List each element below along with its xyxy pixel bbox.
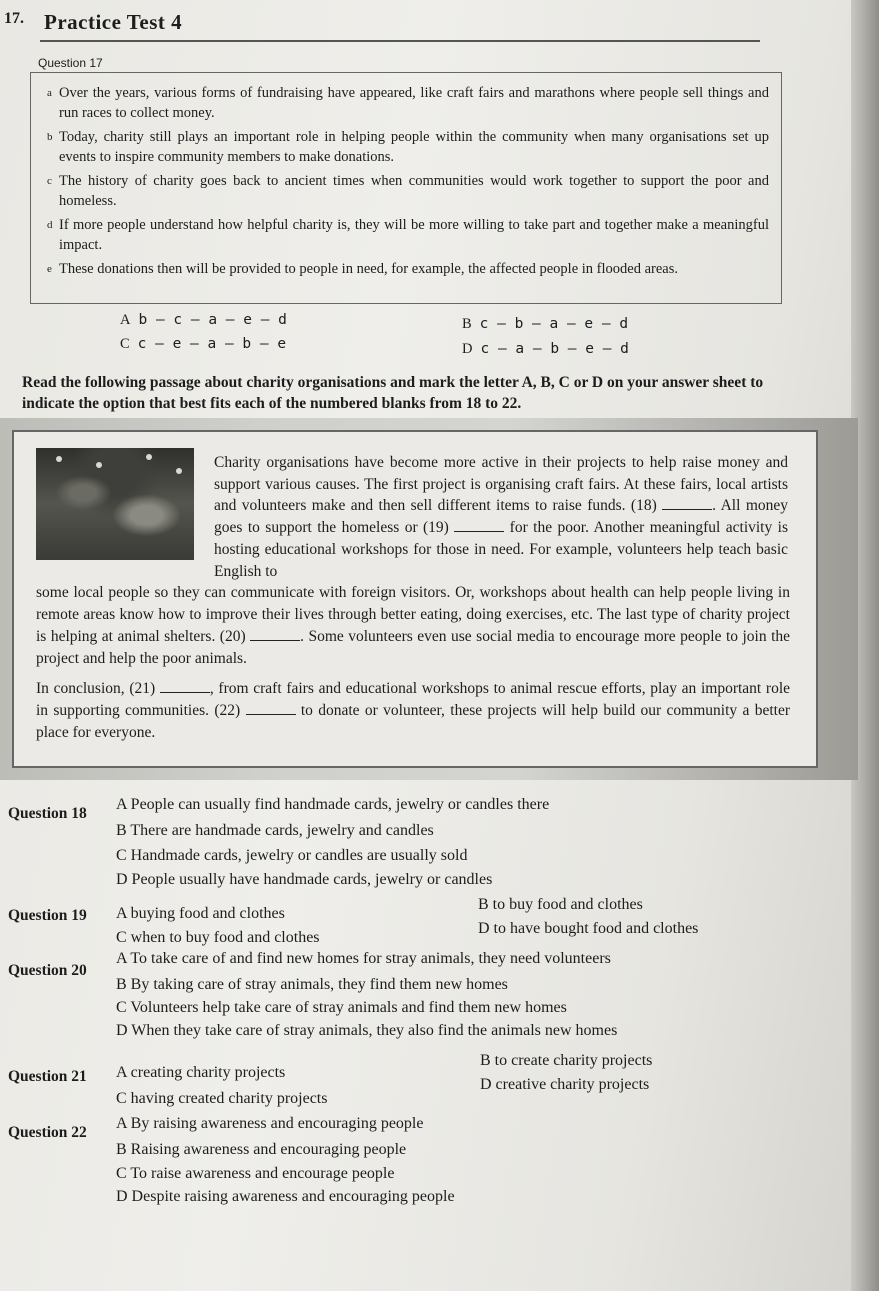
- passage-text: , from craft fairs and educational workshops to animal rescue efforts, play an important role in supporting communities. (22): [36, 680, 791, 719]
- q22-option-a[interactable]: A By raising awareness and encouraging people: [116, 1115, 424, 1132]
- q18-option-c[interactable]: C Handmade cards, jewelry or candles are usually sold: [116, 847, 468, 864]
- passage-paragraph-1-cont: [36, 582, 790, 670]
- item-text: The history of charity goes back to ancient times when communities would work together to support the poor and homeless.: [59, 173, 769, 209]
- option-text: c – e – a – b – e: [137, 336, 287, 352]
- option-letter: B: [462, 316, 472, 332]
- passage-box: [12, 430, 818, 768]
- item-letter: e: [47, 263, 52, 275]
- photo-light: [146, 454, 152, 460]
- q17-item-e: [47, 259, 769, 279]
- item-text: Today, charity still plays an important role in helping people within the community when many organisations set up events to inspire community members to make donations.: [59, 129, 769, 165]
- item-text: If more people understand how helpful charity is, they will be more willing to take part and together make a meaningful impact.: [59, 217, 769, 253]
- item-letter: a: [47, 87, 52, 99]
- q21-option-c[interactable]: C having created charity projects: [116, 1090, 328, 1107]
- option-letter: D: [462, 341, 473, 357]
- q19-option-b[interactable]: B to buy food and clothes: [478, 896, 643, 913]
- q22-option-c[interactable]: C To raise awareness and encourage people: [116, 1165, 395, 1182]
- question-17-label: Question 17: [38, 56, 103, 70]
- q17-item-b: [47, 127, 769, 167]
- q17-option-d[interactable]: [462, 341, 629, 358]
- item-letter: c: [47, 175, 52, 187]
- blank-21: [160, 680, 210, 693]
- option-text: b – c – a – e – d: [138, 312, 287, 328]
- q19-option-a[interactable]: A buying food and clothes: [116, 905, 285, 922]
- q22-option-d[interactable]: D Despite raising awareness and encouraging people: [116, 1188, 455, 1205]
- q20-option-c[interactable]: C Volunteers help take care of stray animals and find them new homes: [116, 999, 567, 1016]
- option-text: c – a – b – e – d: [480, 341, 629, 357]
- q20-option-b[interactable]: B By taking care of stray animals, they find them new homes: [116, 976, 508, 993]
- test-title: Practice Test 4: [44, 10, 183, 34]
- q18-option-b[interactable]: B There are handmade cards, jewelry and candles: [116, 822, 434, 839]
- q17-option-a[interactable]: [120, 312, 287, 329]
- option-letter: A: [120, 312, 131, 328]
- q18-option-d[interactable]: D People usually have handmade cards, jewelry or candles: [116, 871, 493, 888]
- q22-option-b[interactable]: B Raising awareness and encouraging people: [116, 1141, 407, 1158]
- photo-light: [56, 456, 62, 462]
- q17-option-b[interactable]: [462, 316, 628, 333]
- q20-option-a[interactable]: A To take care of and find new homes for stray animals, they need volunteers: [116, 950, 611, 967]
- reading-instruction: Read the following passage about charity organisations and mark the letter A, B, C or D on your answer sheet to indicate the option that best fits each of the numbered blanks from 18 to 22.: [22, 374, 764, 412]
- q20-option-d[interactable]: D When they take care of stray animals, they also find the animals new homes: [116, 1022, 618, 1039]
- question-20-label: Question 20: [8, 962, 87, 979]
- passage-text: for the poor. Another meaningful activity is hosting educational workshops for those in need. For example, volunteers help teach basic English to: [214, 519, 788, 580]
- blank-22: [246, 702, 296, 715]
- q21-option-d[interactable]: D creative charity projects: [480, 1076, 650, 1093]
- passage-text: some local people so they can communicate with foreign visitors. Or, workshops about health can help people living in remote areas know how to improve their lives through better eating, doing exercises, etc. The last type of charity project is helping at animal shelters. (20): [36, 584, 790, 645]
- passage-text: . All money goes to support the homeless or (19): [214, 497, 789, 537]
- passage-text: In conclusion, (21): [36, 680, 156, 697]
- question-18-label: Question 18: [8, 805, 87, 822]
- page-number: 17.: [4, 10, 24, 27]
- q17-option-c[interactable]: [120, 336, 286, 353]
- craft-fair-photo: [36, 448, 194, 560]
- blank-20: [250, 628, 300, 641]
- blank-18: [662, 497, 712, 510]
- q21-option-b[interactable]: B to create charity projects: [480, 1052, 653, 1069]
- passage-text: . Some volunteers even use social media to encourage more people to join the project and help the poor animals.: [36, 628, 790, 667]
- item-letter: b: [47, 131, 53, 143]
- question-17-box: [30, 72, 782, 304]
- photo-light: [176, 468, 182, 474]
- q21-option-a[interactable]: A creating charity projects: [116, 1064, 286, 1081]
- option-text: c – b – a – e – d: [479, 316, 629, 332]
- q17-item-c: [47, 171, 769, 211]
- passage-paragraph-2: [36, 678, 790, 744]
- question-19-label: Question 19: [8, 907, 87, 924]
- q18-option-a[interactable]: A People can usually find handmade cards, jewelry or candles there: [116, 796, 550, 813]
- passage-text: to donate or volunteer, these projects will help build our community a better place for everyone.: [36, 702, 790, 741]
- photo-light: [96, 462, 102, 468]
- title-divider: [40, 40, 760, 42]
- question-21-label: Question 21: [8, 1068, 87, 1085]
- item-text: Over the years, various forms of fundraising have appeared, like craft fairs and marathons where people sell things and run races to collect money.: [59, 85, 769, 121]
- passage-text: Charity organisations have become more active in their projects to help raise money and support various causes. The first project is organising craft fairs. At these fairs, local artists and volunteers make and then sell different items to raise funds. (18): [214, 454, 788, 515]
- blank-19: [454, 519, 504, 532]
- item-text: These donations then will be provided to people in need, for example, the affected people in flooded areas.: [59, 261, 678, 277]
- option-letter: C: [120, 336, 130, 352]
- q17-item-a: [47, 83, 769, 123]
- q19-option-c[interactable]: C when to buy food and clothes: [116, 929, 320, 946]
- item-letter: d: [47, 219, 53, 231]
- question-22-label: Question 22: [8, 1124, 87, 1141]
- q17-item-d: [47, 215, 769, 255]
- q19-option-d[interactable]: D to have bought food and clothes: [478, 920, 699, 937]
- passage-paragraph-1: [214, 452, 788, 582]
